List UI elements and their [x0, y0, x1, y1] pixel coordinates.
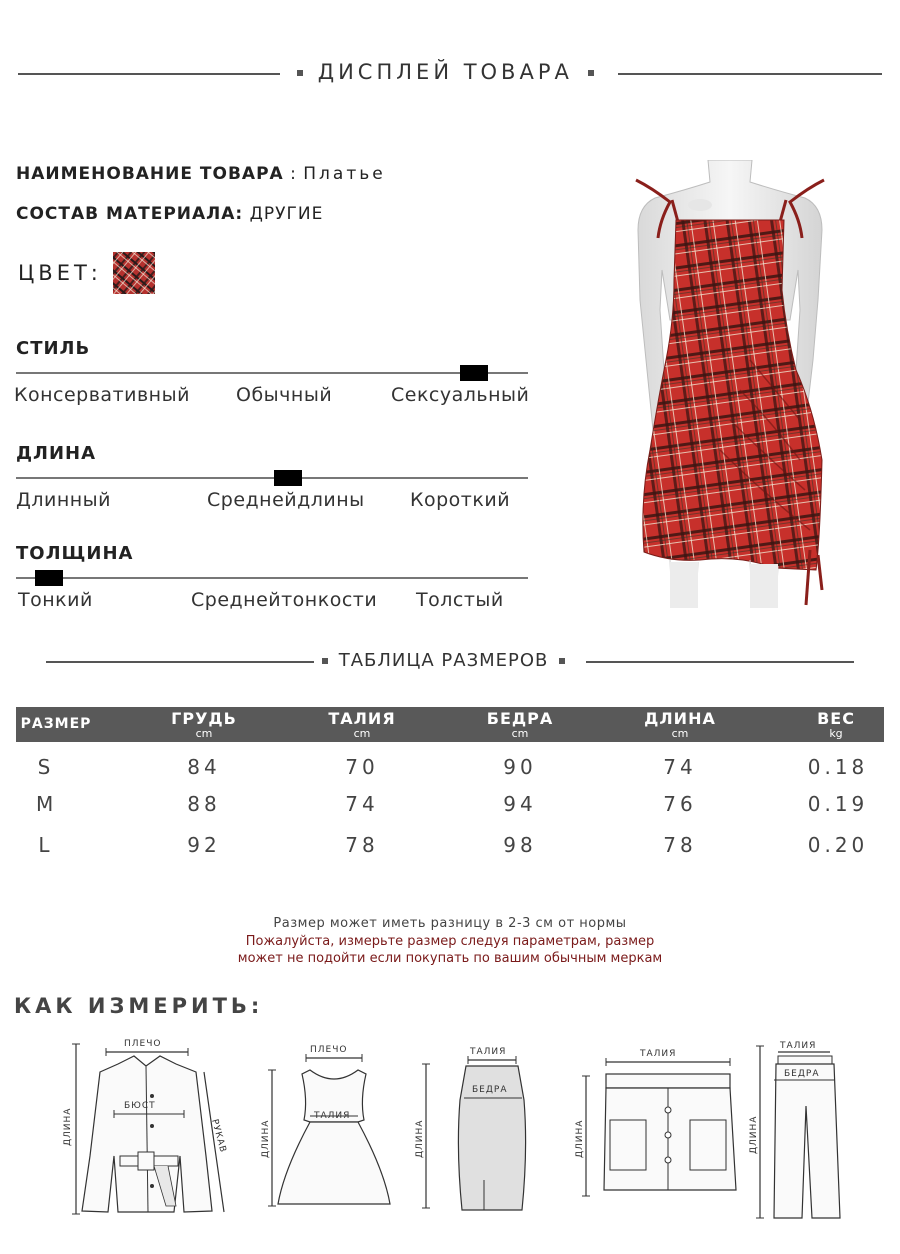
col-size: РАЗМЕР — [20, 716, 92, 732]
skirt-hips-label: БЕДРА — [472, 1085, 508, 1095]
size-table-title: ТАБЛИЦА РАЗМЕРОВ — [322, 650, 565, 671]
note-size-diff: Размер может иметь разницу в 2-3 см от нормы — [273, 916, 627, 931]
cell-waist: 70 — [345, 755, 379, 779]
cell-length: 76 — [663, 792, 697, 816]
length-scale-title: ДЛИНА — [16, 443, 97, 464]
size-rule-right — [586, 661, 854, 663]
length-option-medium: Среднейдлины — [207, 489, 365, 511]
cell-bust: 92 — [187, 833, 221, 857]
header-rule-right — [618, 73, 882, 75]
trousers-hips-label: БЕДРА — [784, 1069, 820, 1079]
cell-weight: 0.18 — [807, 755, 869, 779]
length-scale-marker — [274, 470, 302, 486]
thickness-scale-marker — [35, 570, 63, 586]
cell-weight: 0.20 — [807, 833, 869, 857]
thickness-option-medium: Среднейтонкости — [191, 589, 378, 611]
size-table-header — [16, 707, 884, 742]
length-option-short: Короткий — [410, 489, 511, 511]
product-name: НАИМЕНОВАНИЕ ТОВАРА : Платье — [16, 164, 386, 184]
trousers-waist-label: ТАЛИЯ — [780, 1041, 817, 1051]
shorts-waist-label: ТАЛИЯ — [640, 1049, 677, 1059]
cell-bust: 84 — [187, 755, 221, 779]
style-scale-marker — [460, 365, 488, 381]
cell-length: 74 — [663, 755, 697, 779]
jacket-shoulder-label: ПЛЕЧО — [124, 1039, 162, 1049]
shorts-diagram — [568, 1040, 748, 1200]
product-color-label: ЦВЕТ: — [18, 261, 102, 285]
col-weight: ВЕС kg — [817, 709, 855, 740]
cell-size: M — [36, 792, 58, 816]
thickness-option-thick: Толстый — [416, 589, 504, 611]
product-material — [16, 204, 323, 224]
style-scale-line — [16, 372, 528, 374]
note-warning-1: Пожалуйста, измерьте размер следуя параметрам, размер — [245, 934, 655, 949]
dress-length-label: ДЛИНА — [261, 1119, 271, 1158]
dress-shoulder-label: ПЛЕЧО — [310, 1045, 348, 1055]
col-length: ДЛИНА cm — [644, 709, 716, 740]
col-bust: ГРУДЬ cm — [171, 709, 237, 740]
note-warning-2: может не подойти если покупать по вашим обычным меркам — [237, 951, 663, 966]
header-bullet-left — [297, 70, 303, 76]
skirt-waist-label: ТАЛИЯ — [470, 1047, 507, 1057]
cell-size: L — [38, 833, 54, 857]
product-image — [600, 160, 860, 608]
style-option-sexy: Сексуальный — [391, 384, 530, 406]
thickness-scale-title: ТОЛЩИНА — [16, 543, 134, 564]
dress-waist-label: ТАЛИЯ — [314, 1111, 351, 1121]
cell-size: S — [37, 755, 55, 779]
header-bullet-right — [588, 70, 594, 76]
color-swatch — [113, 252, 155, 294]
col-hips: БЕДРА cm — [486, 709, 554, 740]
style-option-conservative: Консервативный — [14, 384, 190, 406]
cell-waist: 78 — [345, 833, 379, 857]
style-scale-title: СТИЛЬ — [16, 338, 91, 359]
cell-length: 78 — [663, 833, 697, 857]
product-name-value: Платье — [303, 164, 386, 184]
cell-bust: 88 — [187, 792, 221, 816]
style-option-casual: Обычный — [236, 384, 333, 406]
material-value: ДРУГИЕ — [249, 204, 324, 224]
thickness-option-thin: Тонкий — [18, 589, 93, 611]
measure-title: КАК ИЗМЕРИТЬ: — [14, 994, 264, 1018]
cell-waist: 74 — [345, 792, 379, 816]
size-bullet-left — [322, 658, 328, 664]
material-label: СОСТАВ МАТЕРИАЛА: — [16, 204, 244, 224]
thickness-scale-line — [16, 577, 528, 579]
cell-hips: 94 — [503, 792, 537, 816]
dress-diagram — [258, 1040, 408, 1220]
jacket-sleeve-label: РУКАВ — [209, 1118, 228, 1155]
jacket-bust-label: БЮСТ — [124, 1101, 156, 1111]
jacket-length-label: ДЛИНА — [63, 1107, 73, 1146]
shorts-length-label: ДЛИНА — [575, 1119, 585, 1158]
cell-hips: 90 — [503, 755, 537, 779]
header-rule-left — [18, 73, 280, 75]
cell-hips: 98 — [503, 833, 537, 857]
length-option-long: Длинный — [16, 489, 112, 511]
skirt-length-label: ДЛИНА — [415, 1119, 425, 1158]
size-bullet-right — [559, 658, 565, 664]
trousers-diagram — [748, 1036, 868, 1226]
trousers-length-label: ДЛИНА — [749, 1115, 759, 1154]
size-rule-left — [46, 661, 314, 663]
col-waist: ТАЛИЯ cm — [328, 709, 396, 740]
cell-weight: 0.19 — [807, 792, 869, 816]
length-scale-line — [16, 477, 528, 479]
jacket-diagram — [56, 1036, 246, 1226]
product-name-label: НАИМЕНОВАНИЕ ТОВАРА — [16, 164, 284, 184]
header-title: ДИСПЛЕЙ ТОВАРА — [297, 60, 594, 84]
skirt-diagram — [412, 1040, 542, 1220]
